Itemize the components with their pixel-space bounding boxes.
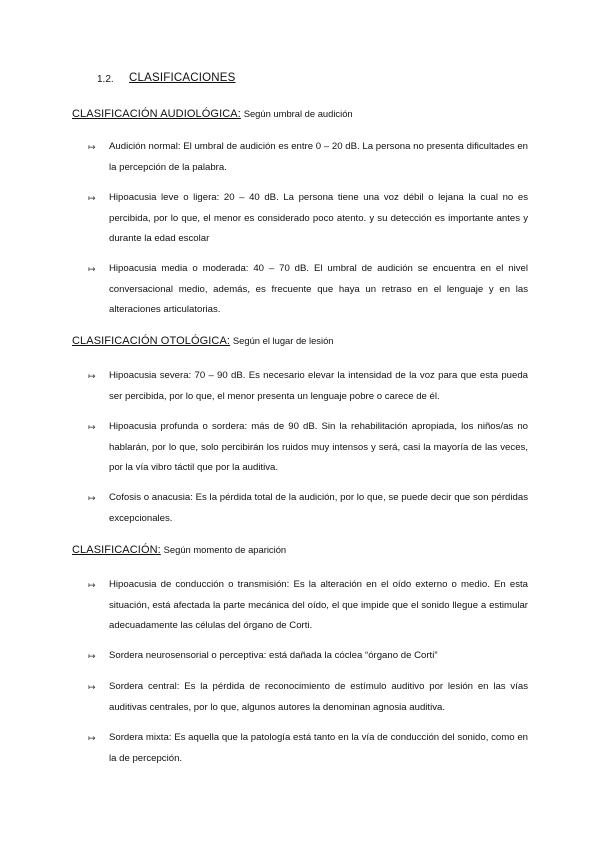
list-item — [88, 188, 528, 250]
list-item-text: Cofosis o anacusia: Es la pérdida total de la audición, por lo que, se puede decir que son pérdidas excepcionales. — [109, 492, 528, 524]
section-subtitle: Según el lugar de lesión — [232, 335, 334, 346]
section-heading-audiologica — [72, 108, 353, 120]
list-item-text: Hipoacusia de conducción o transmisión: Es la alteración en el oído externo o medio. En esta situación, está afectada la parte mecánica del oído, el que impide que el sonido llegue a estimular adecuadamente las células del órgano de Corti. — [109, 579, 528, 631]
list-item — [88, 728, 528, 769]
list-item — [88, 417, 528, 479]
section-label: CLASIFICACIÓN AUDIOLÓGICA: — [72, 108, 241, 120]
list-item-text: Hipoacusia leve o ligera: 20 – 40 dB. La persona tiene una voz débil o lejana la cual no es percibida, por lo que, el menor es considerado poco atento. y su detección es importante antes y durante la edad escolar — [109, 192, 528, 244]
section-subtitle: Según umbral de audición — [243, 108, 353, 119]
section-subtitle: Según momento de aparición — [163, 544, 287, 555]
list-item-text: Audición normal: El umbral de audición es entre 0 – 20 dB. La persona no presenta dificultades en la percepción de la palabra. — [109, 141, 528, 173]
page-title: CLASIFICACIONES — [129, 72, 236, 84]
section-label: CLASIFICACIÓN: — [72, 544, 161, 556]
list-item-text: Hipoacusia severa: 70 – 90 dB. Es necesario elevar la intensidad de la voz para que esta pueda ser percibida, por lo que, el menor presenta un lenguaje pobre o carece de él. — [109, 370, 528, 402]
list-item-text: Hipoacusia media o moderada: 40 – 70 dB. El umbral de audición se encuentra en el nivel conversacional medio, además, es frecuente que haya un retraso en el lenguaje y en las alteraciones articulatorias. — [109, 263, 528, 315]
list-item — [88, 677, 528, 718]
list-item — [88, 259, 528, 321]
list-item-text: Sordera mixta: Es aquella que la patología está tanto en la vía de conducción del sonido, como en la de percepción. — [109, 732, 528, 764]
list-item — [88, 575, 528, 637]
list-item-text: Hipoacusia profunda o sordera: más de 90 dB. Sin la rehabilitación apropiada, los niños/as no hablarán, por lo que, solo percibirán los ruidos muy intensos y será, casi la mayoría de las veces, por la vía vibro táctil que por la auditiva. — [109, 421, 528, 473]
list-item-text: Sordera neurosensorial o perceptiva: está dañada la cóclea “órgano de Corti” — [109, 650, 438, 661]
arrow-bullet-icon: ↦ — [88, 733, 96, 743]
arrow-bullet-icon: ↦ — [88, 682, 96, 692]
section-heading-otologica — [72, 335, 334, 347]
arrow-bullet-icon: ↦ — [88, 371, 96, 381]
arrow-bullet-icon: ↦ — [88, 422, 96, 432]
arrow-bullet-icon: ↦ — [88, 193, 96, 203]
section-label: CLASIFICACIÓN OTOLÓGICA: — [72, 335, 231, 347]
arrow-bullet-icon: ↦ — [88, 580, 96, 590]
arrow-bullet-icon: ↦ — [88, 264, 96, 274]
section-heading-aparicion — [72, 544, 286, 556]
list-item — [88, 646, 528, 667]
list-item-text: Sordera central: Es la pérdida de reconocimiento de estímulo auditivo por lesión en las vías auditivas centrales, por lo que, algunos autores la denominan agnosia auditiva. — [109, 681, 528, 713]
arrow-bullet-icon: ↦ — [88, 142, 96, 152]
arrow-bullet-icon: ↦ — [88, 493, 96, 503]
list-item — [88, 366, 528, 407]
arrow-bullet-icon: ↦ — [88, 651, 96, 661]
list-item — [88, 137, 528, 178]
list-item — [88, 488, 528, 529]
section-number: 1.2. — [97, 74, 114, 85]
